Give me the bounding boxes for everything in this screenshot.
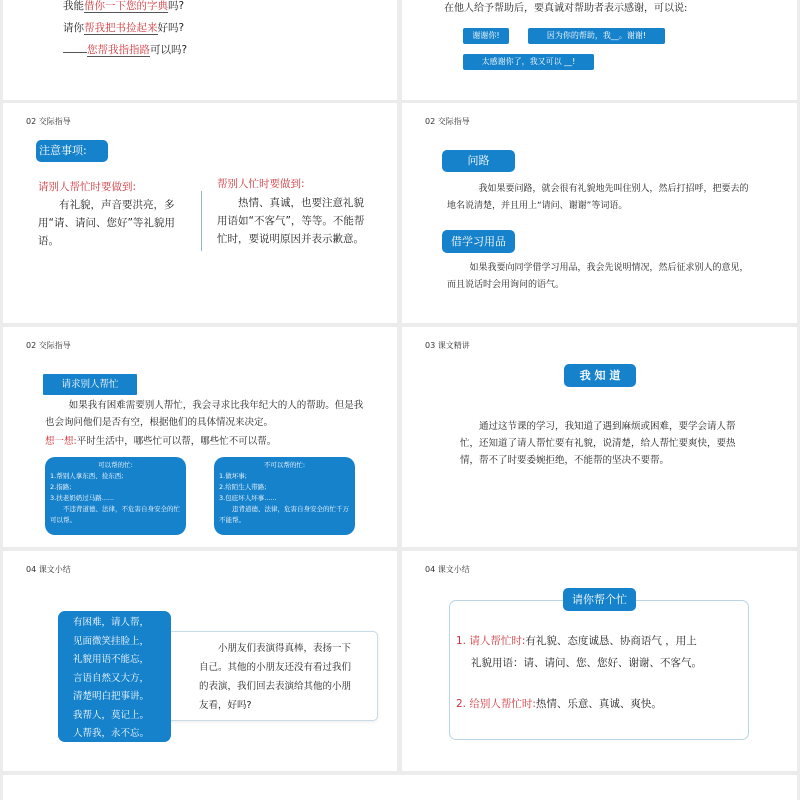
line-suffix: 可以吗? (150, 44, 188, 56)
poem-box (58, 611, 171, 742)
poem-line: 人帮我，永不忘。 (73, 728, 150, 739)
slide-please-help[interactable] (402, 551, 797, 771)
cannot-help-title: 不可以帮的忙: (263, 461, 306, 469)
think-line (45, 433, 276, 447)
item-2-label: 2. 给别人帮忙时: (456, 698, 536, 710)
section-label: 04 课文小结 (425, 565, 470, 574)
left-title: 请别人帮忙时要做到: (38, 181, 137, 193)
borrow-text: 如果我要向同学借学习用品，我会先说明情况，然后征求别人的意见，而且说话时会用询问的语气。 (447, 263, 749, 290)
i-know-text: 通过这节课的学习，我知道了遇到麻烦或困难，要学会请人帮忙，还知道了请人帮忙要有礼貌，说清楚，给人帮忙要爽快，要热情，帮不了时要委婉拒绝，不能帮的坚决不要帮。 (460, 421, 736, 466)
right-text: 热情、真诚，也要注意礼貌用语如“不客气”，等等。不能帮忙时，要说明原因并表示歉意。 (217, 197, 365, 245)
item-1 (456, 633, 697, 648)
item-1-text: 有礼貌、态度诚恳、协商语气 ，用上 (525, 635, 697, 647)
cannot-help-item: 2.给陌生人带路; (219, 483, 267, 491)
section-label: 03 课文精讲 (425, 341, 470, 350)
borrow-badge: 借学习用品 (442, 230, 515, 253)
line-answer: 借你一下您的字典 (84, 0, 168, 12)
slide-ask-help[interactable] (3, 327, 397, 547)
request-line-2 (63, 17, 187, 39)
can-help-title: 可以帮的忙: (98, 461, 133, 469)
can-help-item: 3.扶老奶奶过马路...... (50, 494, 115, 502)
think-text: 平时生活中，哪些忙可以帮，哪些忙不可以帮。 (76, 436, 277, 447)
line-prefix: 请你 (63, 22, 84, 34)
thanks-intro: 在他人给予帮助后，要真诚对帮助者表示感谢，可以说: (444, 3, 688, 14)
blank-line (63, 41, 87, 53)
please-help-card (449, 600, 749, 740)
section-label: 02 交际指导 (26, 341, 71, 350)
slide-summary-poem[interactable] (3, 551, 397, 771)
please-help-badge: 请你帮个忙 (563, 588, 636, 611)
item-1-label: 1. 请人帮忙时: (456, 635, 526, 647)
ask-help-text: 如果我有困难需要别人帮忙，我会寻求比我年纪大的人的帮助。但是我也会询问他们是否有空，根据他们的具体情况来决定。 (45, 400, 364, 428)
request-line-1 (63, 0, 187, 17)
can-help-note: 不违背道德、法律，不危害自身安全的忙可以帮。 (50, 505, 180, 524)
slide-thanks[interactable] (402, 0, 797, 100)
poem-line: 清楚明白把事讲。 (73, 691, 150, 702)
think-label: 想一想: (45, 436, 77, 447)
request-line-3 (63, 39, 187, 61)
right-title: 帮别人忙时要做到: (217, 178, 305, 190)
slide-notes[interactable] (3, 103, 397, 323)
can-help-item: 1.帮别人拿东西、捡东西; (50, 472, 124, 480)
line-suffix: 吗? (168, 0, 185, 12)
poem-line: 见面微笑挂脸上， (73, 635, 150, 647)
summary-text: 小朋友们表演得真棒，表扬一下自己。其他的小朋友还没有看过我们的表演，我们回去表演给其他的小朋友看，好吗? (199, 643, 352, 711)
line-answer: 帮我把书捡起来 (84, 22, 158, 34)
ask-way-badge: 问路 (442, 150, 515, 172)
section-label: 02 交际指导 (26, 117, 71, 126)
poem-line: 礼貌用语不能忘， (73, 654, 150, 665)
can-help-item: 2.指路; (50, 483, 72, 491)
slide-i-know[interactable] (402, 327, 797, 547)
cannot-help-item: 3.包庇坏人坏事...... (219, 494, 277, 502)
phrase-because-of-help: 因为你的帮助，我__。谢谢! (528, 28, 665, 44)
poem-line: 言语自然又大方， (73, 672, 150, 684)
slide-polite-requests[interactable] (3, 0, 397, 100)
cannot-help-box (214, 457, 355, 535)
cannot-help-item: 1.做坏事; (219, 472, 247, 480)
ask-help-badge: 请求别人帮忙 (43, 374, 137, 395)
divider (201, 191, 202, 251)
phrase-thank-you: 谢谢你! (463, 28, 509, 44)
phrase-so-grateful: 太感谢你了，我又可以 __! (463, 54, 594, 70)
left-text: 有礼貌，声音要洪亮，多用“请、请问、您好”等礼貌用语。 (38, 199, 175, 247)
section-label: 04 课文小结 (26, 565, 71, 574)
line-answer: 您帮我指指路 (87, 44, 150, 56)
ask-way-text: 我如果要问路，就会很有礼貌地先叫住别人，然后打招呼，把要去的地名说清楚，并且用上“请问、谢谢”等词语。 (447, 184, 749, 211)
notes-badge: 注意事项: (36, 140, 108, 162)
cannot-help-note: 违背道德、法律，危害自身安全的忙千万不能帮。 (219, 505, 349, 524)
item-1-text-cont: 礼貌用语：请、请问、您、您好、谢谢、不客气。 (471, 657, 702, 669)
poem-line: 有困难，请人帮， (73, 617, 150, 628)
line-suffix: 好吗? (157, 22, 185, 34)
slide-ask-way[interactable] (402, 103, 797, 323)
item-2-text: 热情、乐意、真诚、爽快。 (535, 698, 662, 710)
item-2 (456, 696, 662, 711)
i-know-badge: 我 知 道 (564, 364, 636, 387)
can-help-box (45, 457, 186, 535)
summary-card (163, 631, 378, 721)
section-label: 02 交际指导 (425, 117, 470, 126)
line-prefix: 我能 (63, 0, 84, 12)
slide-blank-partial[interactable] (3, 775, 797, 800)
poem-line: 我帮人，莫记上。 (73, 709, 150, 721)
